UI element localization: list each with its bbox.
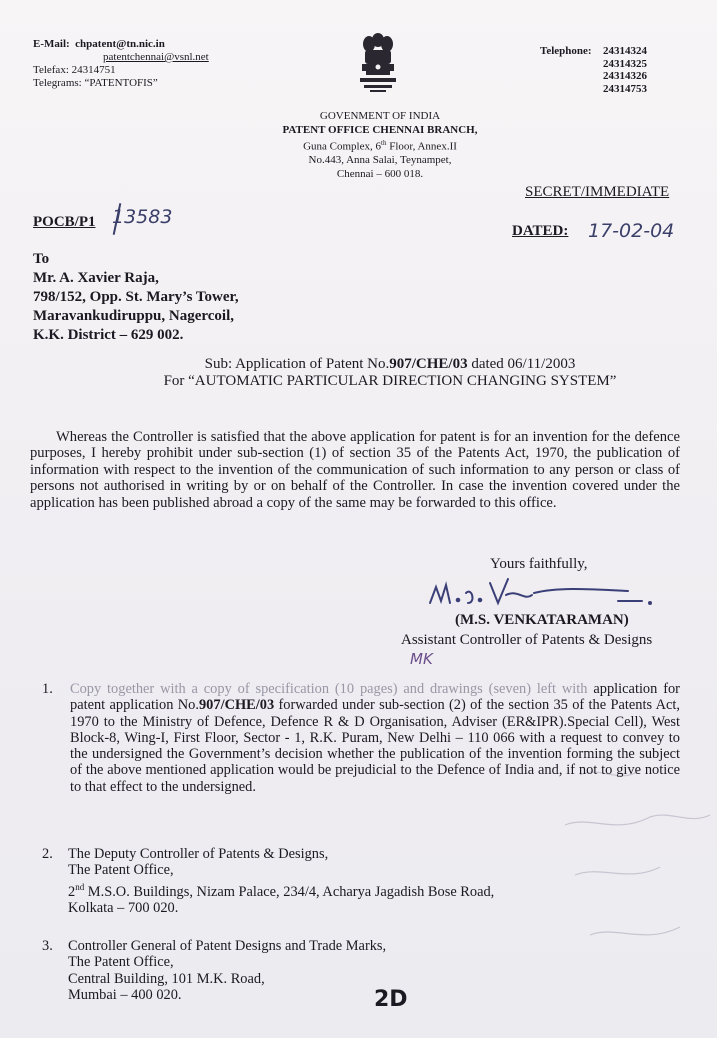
copy-item: 1. Copy together with a copy of specification (10 pages) and drawings (seven) left with application for patent application No.907/CHE/03 forwarded under sub-section (2) of the section 35 of the Patents Act, 1970 to the Ministry of Defence, Defence R & D Organisation, Adviser (ER&IPR).Special Cell), West Block-8, Wing-I, First Floor, Sector - 1, R.K. Puram, New Delhi – 110 066 with a request to convey to the undersigned the Government’s decision whether the publication of the invention forming the subject of the above mentioned application would be prejudicial to the Defence of India and, if not to give notice to that effect to the undersigned. — [42, 681, 680, 795]
email-primary: chpatent@tn.nic.in — [75, 38, 165, 50]
subject-line: Sub: Application of Patent No.907/CHE/03 dated 06/11/2003 For “AUTOMATIC PARTICULAR DIRECTION CHANGING SYSTEM” — [100, 356, 680, 390]
application-number: 907/CHE/03 — [198, 697, 275, 714]
classification-mark: SECRET/IMMEDIATE — [525, 184, 670, 200]
recipient-address — [33, 250, 239, 345]
telefax: Telefax: 24314751 — [33, 64, 116, 76]
copy-number: 2. — [42, 846, 53, 862]
copy-line: Kolkata – 700 020. — [68, 899, 179, 916]
invention-title: For “AUTOMATIC PARTICULAR DIRECTION CHANGING SYSTEM” — [163, 373, 617, 389]
email-label: E-Mail: — [33, 38, 70, 50]
copy-line: Controller General of Patent Designs and Trade Marks, — [68, 938, 387, 954]
contact-block — [33, 38, 209, 90]
copy-line: The Deputy Controller of Patents & Designs, — [68, 846, 329, 862]
office-address-line: No.443, Anna Salai, Teynampet, — [308, 154, 452, 167]
copy-line: Central Building, 101 M.K. Road, — [68, 970, 265, 987]
reference-handwritten: 13583 — [112, 206, 173, 228]
telephone-number: 24314324 — [603, 45, 647, 57]
email-secondary: patentchennai@vsnl.net — [103, 51, 209, 63]
telephone-number: 24314325 — [603, 57, 647, 70]
dated-handwritten: 17-02-04 — [588, 220, 675, 242]
reference-number — [33, 214, 96, 231]
handwritten-signature — [428, 573, 658, 613]
telephone-block — [540, 45, 647, 95]
signatory-title: Assistant Controller of Patents & Designs — [401, 632, 653, 648]
office-address-line: Guna Complex, 6th Floor, Annex.II — [303, 139, 457, 153]
copy-number: 1. — [42, 681, 53, 697]
copy-line: 2nd M.S.O. Buildings, Nizam Palace, 234/4, Acharya Jagadish Bose Road, — [68, 881, 495, 900]
page-mark: 2D — [374, 987, 408, 1012]
telephone-number: 24314326 — [603, 70, 647, 82]
handwritten-initials: MK — [410, 650, 433, 668]
dated-label: DATED: — [512, 223, 569, 239]
government-line: GOVENMENT OF INDIA — [319, 110, 441, 122]
copy-line: The Patent Office, — [68, 862, 174, 879]
telephone-label: Telephone: — [540, 45, 592, 57]
to-label: To — [33, 251, 50, 267]
copy-line: Mumbai – 400 020. — [68, 986, 182, 1003]
recipient-line: 798/152, Opp. St. Mary’s Tower, — [33, 289, 239, 305]
office-address-line: Chennai – 600 018. — [336, 167, 424, 180]
body-paragraph: Whereas the Controller is satisfied that the above application for patent is for an invention for the defence purposes, I hereby prohibit under sub-section (1) of section 35 of the Patents Act, 1970, the publication of information with respect to the invention of the communication of such information to any person or class of persons not authorised in writing by or on behalf of the Controller. In case the invention covered under the application has been published abroad a copy of the same may be forwarded to this office. — [30, 429, 680, 511]
signatory-name: (M.S. VENKATARAMAN) — [455, 612, 629, 628]
copy-item — [30, 938, 680, 1003]
recipient-line: K.K. District – 629 002. — [33, 327, 184, 343]
recipient-line: Maravankudiruppu, Nagercoil, — [33, 308, 234, 324]
reference-label: POCB/P1 — [33, 214, 96, 230]
national-emblem-icon — [356, 30, 400, 100]
telegrams: Telegrams: “PATENTOFIS” — [33, 77, 158, 89]
office-address — [250, 110, 510, 181]
signature-text: M.S. V — [430, 611, 433, 612]
telephone-number: 24314753 — [603, 82, 647, 95]
copy-faded-text: Copy together with a copy of specification (10 pages) and drawings (seven) left with — [70, 681, 588, 697]
recipient-line: Mr. A. Xavier Raja, — [33, 270, 159, 286]
copy-line: The Patent Office, — [68, 954, 174, 971]
copy-item — [30, 846, 680, 916]
salutation: Yours faithfully, — [490, 556, 588, 572]
copy-number: 3. — [42, 938, 53, 954]
application-number: 907/CHE/03 — [389, 356, 468, 372]
office-name: PATENT OFFICE CHENNAI BRANCH, — [282, 123, 478, 136]
